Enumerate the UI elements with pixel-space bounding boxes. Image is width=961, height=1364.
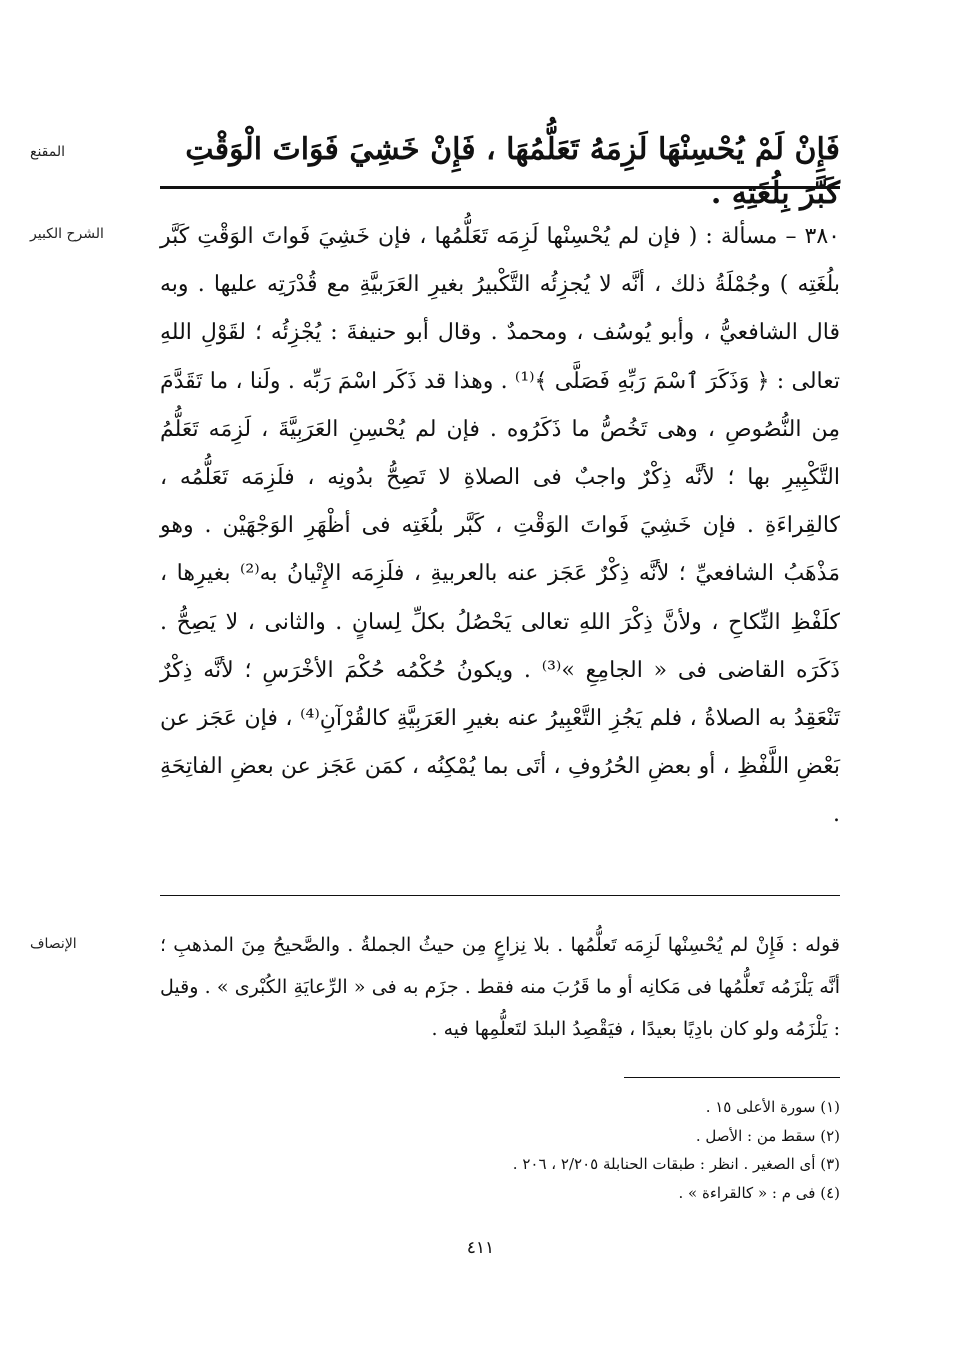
footnote-4: (٤) فى م : « كالقراءة » . bbox=[678, 1183, 840, 1202]
footnote-1: (١) سورة الأعلى ١٥ . bbox=[705, 1098, 840, 1116]
page-number: ٤١١ bbox=[466, 1238, 495, 1258]
insaf-text: قوله : فَإِنْ لم يُحْسِنْها لَزِمَه تَعلُّمُها . بلا نِزاعٍ مِن حيثُ الجملةُ . والصَّحيحُ مِنَ المذهبِ ؛ أنَّه يَلْزَمُه تَعلُّمُها فى مَكانِه أو ما قَرُبَ منه فقط . جزَم به فى « الرِّعايَةِ الكُبْرى » . وقيل : يَلْزَمُه ولو كان بادِيًا بعيدًا ، فيَقْصِدُ البلدَ لتَعلُّمِها فيه . bbox=[160, 934, 840, 1040]
footnote-3: (٣) أى الصغير . انظر : طبقات الحنابلة ٢/٢٠٥ ، ٢٠٦ . bbox=[512, 1155, 840, 1173]
footnotes bbox=[160, 1093, 840, 1207]
muqni-section-label: المقنع bbox=[30, 144, 66, 160]
insaf-section-label: الإنصاف bbox=[30, 936, 77, 952]
sharh-section-label: الشرح الكبير bbox=[30, 226, 104, 242]
section-divider-thick bbox=[160, 186, 840, 189]
muqni-text: فَإِنْ لَمْ يُحْسِنْهَا لَزِمَهُ تَعَلُّمُهَا ، فَإِنْ خَشِيَ فَوَاتَ الْوَقْتِ كَبَّرَ بِلُغَتِهِ . bbox=[185, 132, 840, 211]
sharh-text: ٣٨٠ – مسألة : ( فإن لم يُحْسِنْها لَزِمَه تَعَلُّمُها ، فإن خَشِيَ فَواتَ الوَقْتِ كَبَّر بلُغَتِه ) وجُمْلَةُ ذلك ، أنَّه لا يُجزِئُه التَّكْبيرُ بغيرِ العَرَبيَّةِ مع قُدْرَتِه عليها . وبه قال الشافعيُّ ، وأبو يُوسُف ، ومحمدٌ . وقال أبو حنيفةَ : يُجْزِئُه ؛ لقَوْلِ اللهِ تعالى : ﴿ وَذَكَرَ ٱسْمَ رَبِّهِ فَصَلَّى ﴾⁽¹⁾ . وهذا قد ذَكَر اسْمَ رَبِّه . ولَنا ، ما تَقَدَّمَ مِن النُّصُوصِ ، وهى تَخُصُّ ما ذَكَرُوه . فإن لم يُحْسِنِ العَرَبِيَّةَ ، لَزِمَه تَعَلُّمُ التَّكْبِيرِ بها ؛ لأنَّه ذِكْرٌ واجبٌ فى الصلاةِ لا تَصِحُّ بدُونِه ، فلَزِمَه تَعَلُّمُه ، كالقِراءَةِ . فإن خَشِيَ فَواتَ الوَقْتِ ، كَبَّر بلُغَتِه فى أظْهَرِ الوَجْهَيْن . وهو مَذْهَبُ الشافعيِّ ؛ لأنَّه ذِكْرٌ عَجَز عنه بالعربيةِ ، فلَزِمَه الإِتْيانُ به⁽²⁾ بغيرِها ، كلَفْظِ النِّكاحِ ، ولأنَّ ذِكْرَ اللهِ تعالى يَحْصُلُ بكلِّ لِسانٍ . والثانى ، لا يَصِحُّ . ذَكَرَه القاضى فى « الجامِعِ »⁽³⁾ . ويكونُ حُكْمُه حُكْمَ الأخْرَسِ ؛ لأنَّه ذِكْرٌ تَنْعَقِدُ به الصلاةُ ، فلم يَجُزِ التَّعْبِيرُ عنه بغيرِ العَرَبِيَّةِ كالقُرْآنِ⁽⁴⁾ ، فإن عَجَز عن بَعْضِ اللَّفْظِ ، أو بعضِ الحُرُوفِ ، أتَى بما يُمْكِنُه ، كمَن عَجَز عن بعضِ الفاتِحَةِ . bbox=[160, 224, 840, 828]
footnote-divider bbox=[624, 1077, 840, 1078]
footnote-2: (٢) سقط من : الأصل . bbox=[695, 1126, 840, 1145]
section-divider bbox=[160, 895, 840, 896]
